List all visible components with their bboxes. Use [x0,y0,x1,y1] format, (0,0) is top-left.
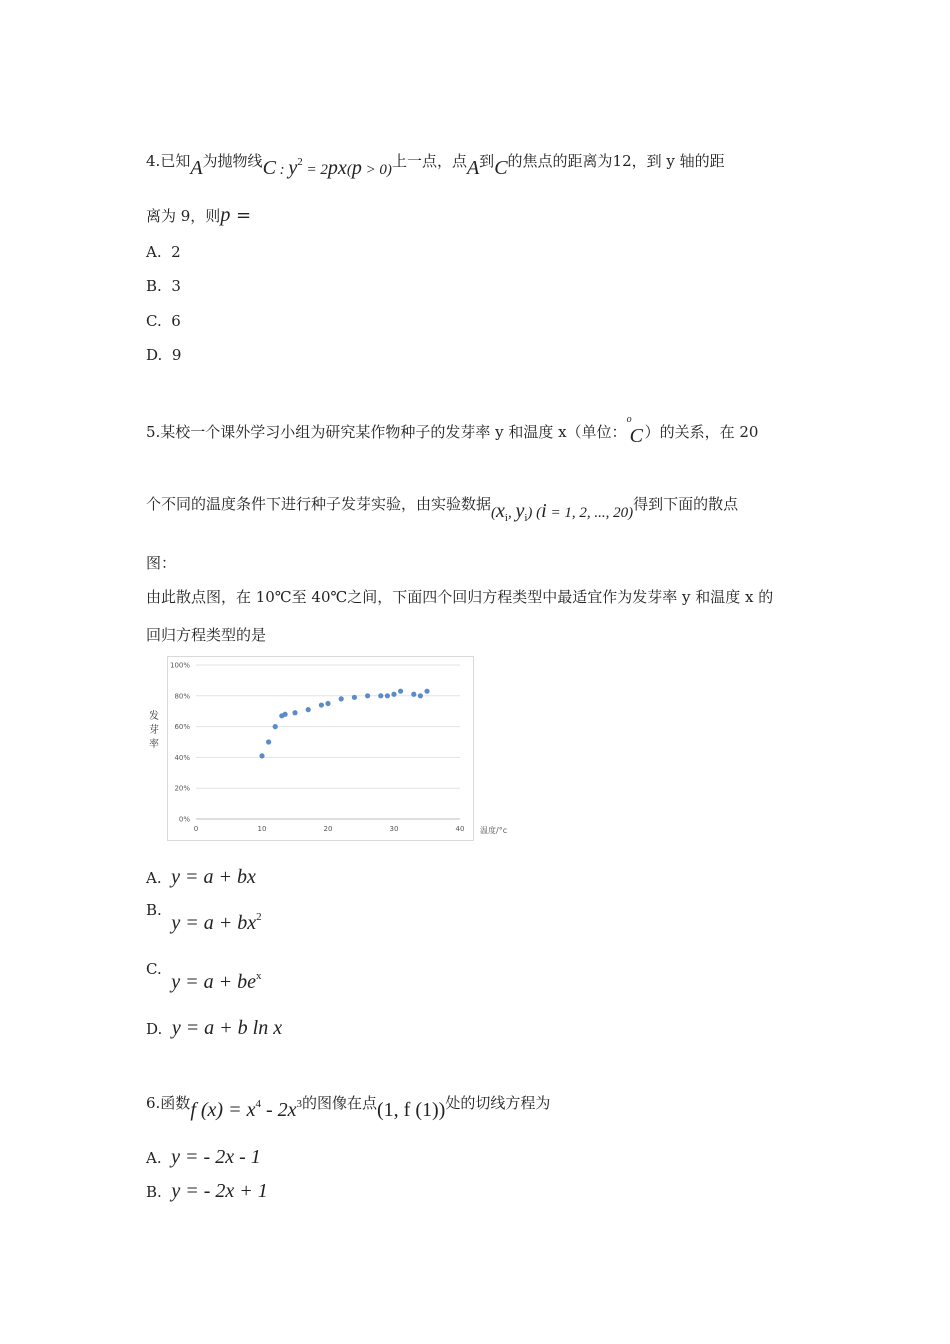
q5-line5: 回归方程类型的是 [146,626,267,644]
y-tick-label: 40% [174,753,190,762]
tangent-point: (1, f (1)) [377,1099,446,1121]
y-tick-label: 80% [174,692,190,701]
data-point [339,696,344,701]
data-point [319,702,324,707]
y-tick-label: 60% [174,723,190,732]
var-A2: A [466,157,480,179]
function-definition: f $(x) = x^4 - 2x^3$ [190,1098,302,1121]
data-point [424,689,429,694]
data-point [385,693,390,698]
parabola-equation: C : $y^2 = 2px(p > 0)$ [262,156,392,179]
data-point [352,695,357,700]
q5-line1: 5.某校一个课外学习小组为研究某作物种子的发芽率 y 和温度 x（单位： o C ）的关系，在 20 [146,414,759,447]
data-notation: ($x_i$, $y_i$) (i = 1, 2, ..., 20) [491,500,634,524]
q4-option-a[interactable]: A. 2 [146,243,181,261]
q4-option-b[interactable]: B. 3 [146,277,181,295]
scatter-plot-svg [149,657,528,840]
q5-line3: 图： [146,554,177,572]
data-point [273,724,278,729]
q5-option-a[interactable]: A. y = a + bx [146,866,256,888]
y-axis-label-char: 率 [149,739,159,750]
data-point [259,753,264,758]
q6-option-b[interactable]: B. y = - 2x + 1 [146,1180,268,1202]
q4-line1: 4.已知A为抛物线C : $y^2 = 2px(p > 0)$上一点，点A到C的焦点的距离为12，到 y 轴的距 [146,152,725,179]
q6-line1: 6.函数f $(x) = x^4 - 2x^3$的图像在点(1, f (1))处的切线方程为 [146,1094,551,1121]
degree-celsius: o C [626,414,643,447]
data-point [306,707,311,712]
y-tick-label: 100% [169,661,190,670]
x-tick-label: 30 [389,825,399,833]
data-point [325,701,330,706]
var-C: C [494,157,508,179]
x-tick-label: 10 [257,825,267,833]
q4-option-d[interactable]: D. 9 [146,346,182,364]
q5-option-b[interactable]: B. $y = a + bx^2$ [146,901,262,934]
q4-line2: 离为 9，则p = [146,204,252,226]
x-axis-label: 温度/°c [480,826,508,835]
data-point [391,692,396,697]
data-point [365,693,370,698]
var-A: A [190,157,203,179]
data-point [266,739,271,744]
data-point [418,693,423,698]
q5-line2: 个不同的温度条件下进行种子发芽实验，由实验数据($x_i$, $y_i$) (i = 1, 2, ..., 20)得到下面的散点 [146,495,739,524]
q5-line4: 由此散点图，在 10℃至 40℃之间，下面四个回归方程类型中最适宜作为发芽率 y 和温度 x 的 [146,588,774,606]
x-tick-label: 0 [193,825,199,833]
data-point [283,712,288,717]
q6-option-a[interactable]: A. y = - 2x - 1 [146,1146,261,1168]
y-axis-label-char: 芽 [149,725,159,736]
y-axis-label-char: 发 [149,711,159,722]
data-point [411,692,416,697]
data-point [292,710,297,715]
data-point [378,693,383,698]
q4-option-c[interactable]: C. 6 [146,312,181,330]
x-tick-label: 40 [455,825,465,833]
y-tick-label: 20% [174,784,190,793]
scatter-chart [149,656,508,841]
q5-option-c[interactable]: C. $y = a + be^x$ [146,960,262,993]
data-point [398,689,403,694]
y-tick-label: 0% [178,815,190,824]
x-tick-label: 20 [323,825,333,833]
q5-option-d[interactable]: D. y = a + b ln x [146,1017,283,1039]
var-p: p [220,204,231,226]
